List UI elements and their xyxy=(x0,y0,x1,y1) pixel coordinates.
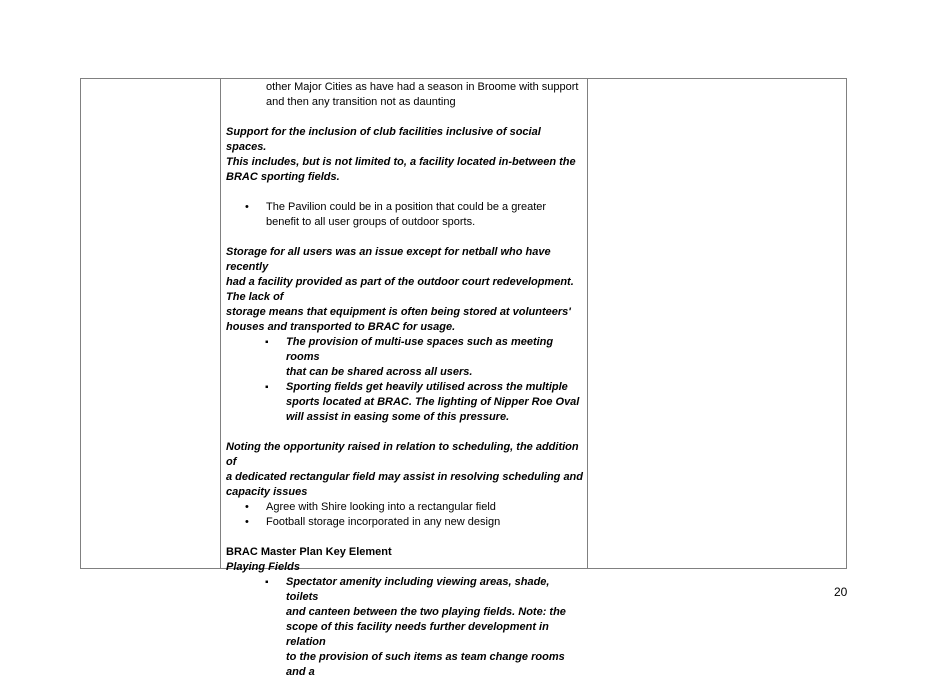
list-item xyxy=(226,200,583,230)
list-item-line: sports located at BRAC. The lighting of Nipper Roe Oval xyxy=(286,396,580,408)
list-item-line: will assist in easing some of this pressure. xyxy=(286,411,510,423)
table-cell-left xyxy=(81,79,221,569)
list-item-line: that can be shared across all users. xyxy=(286,366,473,378)
paragraph-line: a dedicated rectangular field may assist in resolving scheduling and xyxy=(226,471,583,483)
paragraph-line: This includes, but is not limited to, a facility located in-between the xyxy=(226,156,576,168)
bullet-list xyxy=(226,500,583,530)
paragraph-line: The lack of xyxy=(226,291,284,303)
paragraph-line: had a facility provided as part of the outdoor court redevelopment. xyxy=(226,276,574,288)
list-item-line: • Agree with Shire looking into a rectangular field xyxy=(266,501,496,513)
paragraph-line: capacity issues xyxy=(226,486,308,498)
paragraph-line: storage means that equipment is often being stored at volunteers' xyxy=(226,306,571,318)
list-item-line: benefit to all user groups of outdoor sports. xyxy=(266,216,476,228)
list-item xyxy=(226,500,583,515)
paragraph-line: Playing Fields xyxy=(226,561,300,573)
paragraph-line: Storage for all users was an issue except for netball who have recently xyxy=(226,246,551,273)
list-item-line: scope of this facility needs further development in relation xyxy=(286,621,549,648)
list-item xyxy=(226,515,583,530)
continuation-line: and then any transition not as daunting xyxy=(266,96,456,108)
list-item xyxy=(226,335,583,380)
paragraph-line: BRAC Master Plan Key Element xyxy=(226,546,392,558)
list-item-line: ▪ The provision of multi-use spaces such as meeting rooms xyxy=(286,336,554,363)
paragraph-line: Support for the inclusion of club facilities inclusive of social spaces. xyxy=(226,126,541,153)
cell-text xyxy=(221,79,587,678)
list-item-line: and canteen between the two playing fields. Note: the xyxy=(286,606,566,618)
continuation-line: other Major Cities as have had a season in Broome with support xyxy=(266,81,579,93)
table-cell-content xyxy=(221,79,588,678)
bullet-list xyxy=(226,200,583,230)
list-item-line: to the provision of such items as team change rooms and a xyxy=(286,651,565,678)
list-item xyxy=(226,575,583,680)
list-item-line: ▪ Spectator amenity including viewing areas, shade, toilets xyxy=(286,576,550,603)
paragraph-line: Noting the opportunity raised in relation to scheduling, the addition of xyxy=(226,441,579,468)
table-cell-right xyxy=(588,79,847,569)
square-bullet-list xyxy=(226,335,583,425)
page-number: 20 xyxy=(834,585,848,599)
square-bullet-list xyxy=(226,575,583,680)
list-item xyxy=(226,380,583,425)
paragraph-line: houses and transported to BRAC for usage. xyxy=(226,321,456,333)
list-item-line: • The Pavilion could be in a position that could be a greater xyxy=(266,201,547,213)
list-item-line: • Football storage incorporated in any new design xyxy=(266,516,501,528)
list-item-line: ▪ Sporting fields get heavily utilised across the multiple xyxy=(286,381,568,393)
paragraph-line: BRAC sporting fields. xyxy=(226,171,340,183)
table-row xyxy=(81,79,847,569)
